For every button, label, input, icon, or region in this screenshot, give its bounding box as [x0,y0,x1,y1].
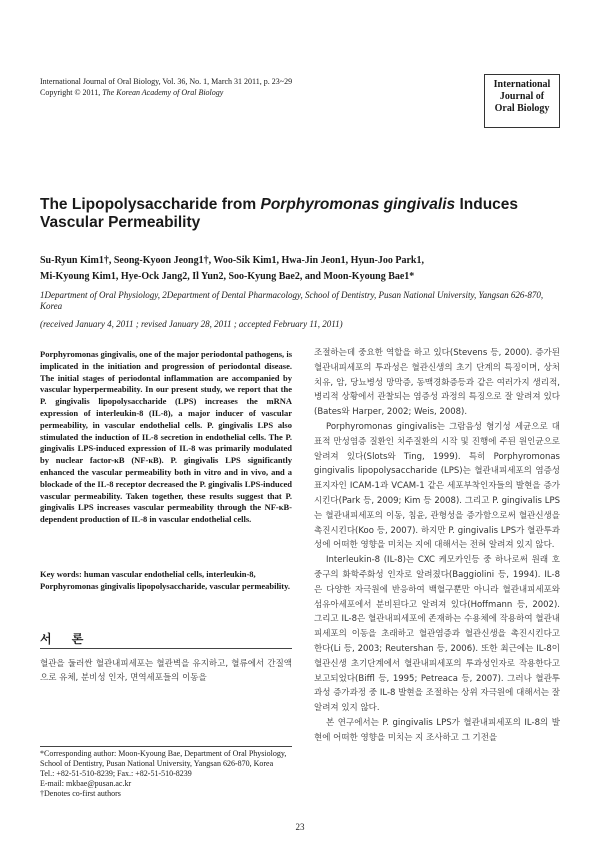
article-title [40,196,560,232]
copyright-line [40,87,292,98]
paragraph: Porphyromonas gingivalis는 그람음성 혐기성 세균으로 대표적 만성염증 질환인 치주질환의 시작 및 진행에 주된 원인균으로 알려져 있다(Slots와 Ting, 1999). 특히 Porphyromonas gingivalis lipopolysaccharide (LPS)는 혈관내피세포의 염증성 표지자인 ICAM-1과 VCAM-1 같은 세포부착인자들의 발현을 증가시킨다(Park 등, 2009; Kim 등 2008). 그리고 P. gingivalis LPS는 혈관내피세포의 이동, 침윤, 관형성을 증가함으로써 혈관신생을 촉진시킨다(Koo 등, 2007). 하지만 P. gingivalis LPS가 혈관투과성에 어떠한 영향을 미치는 지에 대해서는 전혀 알려져 있지 않다. [314,421,560,551]
authors-line: Mi-Kyoung Kim1, Hye-Ock Jang2, Il Yun2, Soo-Kyung Bae2, and Moon-Kyoung Bae1* [40,271,415,282]
page-number: 23 [295,822,305,832]
right-column-text [314,346,560,746]
journal-box-line: Oral Biology [494,103,550,114]
copyright-prefix: Copyright © 2011, [40,88,103,97]
section-heading: 서 론 [40,632,92,646]
co-first-note: †Denotes co-first authors [40,789,121,798]
journal-box-line: International [493,79,551,90]
journal-citation [40,76,292,98]
abstract: Porphyromonas gingivalis, one of the major periodontal pathogens, is implicated in the initiation and progression of periodontal disease. The initial stages of periodontal inflammation are accompanied by vascular hyperpermeability. In our present study, we report that the P. gingivalis lipopolysaccharide (LPS) increases the mRNA expression of interleukin-8 (IL-8), a major inducer of vascular permeability, in vascular endothelial cells. P. gingivalis LPS also stimulated the induction of IL-8 secretion in endothelial cells. The P. gingivalis LPS-induced expression of IL-8 was primarily modulated by nuclear factor-κB (NF-κB). P. gingivalis LPS significantly enhanced the vascular permeability both in vitro and in vivo, and a blockade of the IL-8 receptor decreased the P. gingivalis LPS-induced vascular permeability. Taken together, these results suggest that P. gingivalis LPS increases vascular permeability through the NF-κB-dependent production of IL-8 in vascular endothelial cells. [40,349,292,525]
received-dates: (received January 4, 2011 ; revised January 28, 2011 ; accepted February 11, 2011) [40,319,343,329]
section-rule [40,648,292,649]
keywords: Key words: human vascular endothelial cells, interleukin-8, Porphyromonas gingivalis lipopolysaccharide, vascular permeability. [40,569,290,591]
copyright-holder: The Korean Academy of Oral Biology [102,88,224,97]
contact-phone: Tel.: +82-51-510-8239; Fax.: +82-51-510-8239 [40,769,192,778]
paragraph: 본 연구에서는 P. gingivalis LPS가 혈관내피세포의 IL-8의 발현에 어떠한 영향을 미치는 지 조사하고 그 기전을 [314,717,560,743]
journal-name-box [484,74,560,128]
contact-email: E-mail: mkbae@pusan.ac.kr [40,779,132,788]
title-part: Induces Vascular Permeability [40,196,519,231]
journal-box-line: Journal of [499,91,545,102]
corresponding-author: *Corresponding author: Moon-Kyoung Bae, Department of Oral Physiology, School of Dentistry, Pusan National University, Yangsan 626-870, Korea [40,749,287,768]
title-part: The Lipopolysaccharide from [40,196,261,213]
intro-paragraph: 혈관을 둘러싼 혈관내피세포는 혈관벽을 유지하고, 혈류에서 간질액으로 유체, 분비성 인자, 면역세포들의 이동을 [40,659,292,683]
footnote [40,749,292,799]
paragraph: 조절하는데 중요한 역할을 하고 있다(Stevens 등, 2000). 증가된 혈관내피세포의 투과성은 혈관신생의 초기 단계의 특징이며, 상처치유, 암, 당뇨병성 망막증, 동맥경화증등과 같은 여러가지 생리적, 병리적 상황에서 관찰되는 염증성 과정의 특징으로 잘 알려져 있다(Bates와 Harper, 2002; Weis, 2008). [314,348,560,418]
citation-line: International Journal of Oral Biology, Vol. 36, No. 1, March 31 2011, p. 23~29 [40,77,293,86]
authors-line: Su-Ryun Kim1†, Seong-Kyoon Jeong1†, Woo-Sik Kim1, Hwa-Jin Jeon1, Hyun-Joo Park1, [40,255,424,266]
title-species: Porphyromonas gingivalis [260,196,456,213]
paragraph: Interleukin-8 (IL-8)는 CXC 케모카인등 중 하나로써 원래 호중구의 화학주화성 인자로 알려졌다(Baggiolini 등, 1994). IL-8은 다양한 자극원에 반응하여 백혈구뿐만 아니라 혈관내피세포와 섬유아세포에서 분비된다고 알려져 있다(Hoffmann 등, 2002). 그리고 IL-8은 혈관내피세포에 존재하는 수용체에 작용하여 혈관내피세포의 이동을 초래하고 혈관염증과 혈관신생을 촉진시킨다고 한다(Li 등, 2003; Reutershan 등, 2006). 또한 최근에는 IL-8이 혈관신생 초기단계에서 혈관내피세포의 투과성인자로 작용한다고 보고되었다(Biffl 등, 1995; Petreaca 등, 2007). 그러나 혈관투과성 증가과정 중 IL-8 발현을 조절하는 상위 자극원에 대해서는 잘 알려져 있지 않다. [314,555,560,714]
affiliation: 1Department of Oral Physiology, 2Department of Dental Pharmacology, School of Dentistry, Pusan National University, Yangsan 626-870, Korea [40,290,544,311]
author-list [40,253,560,285]
footnote-rule [40,746,292,747]
